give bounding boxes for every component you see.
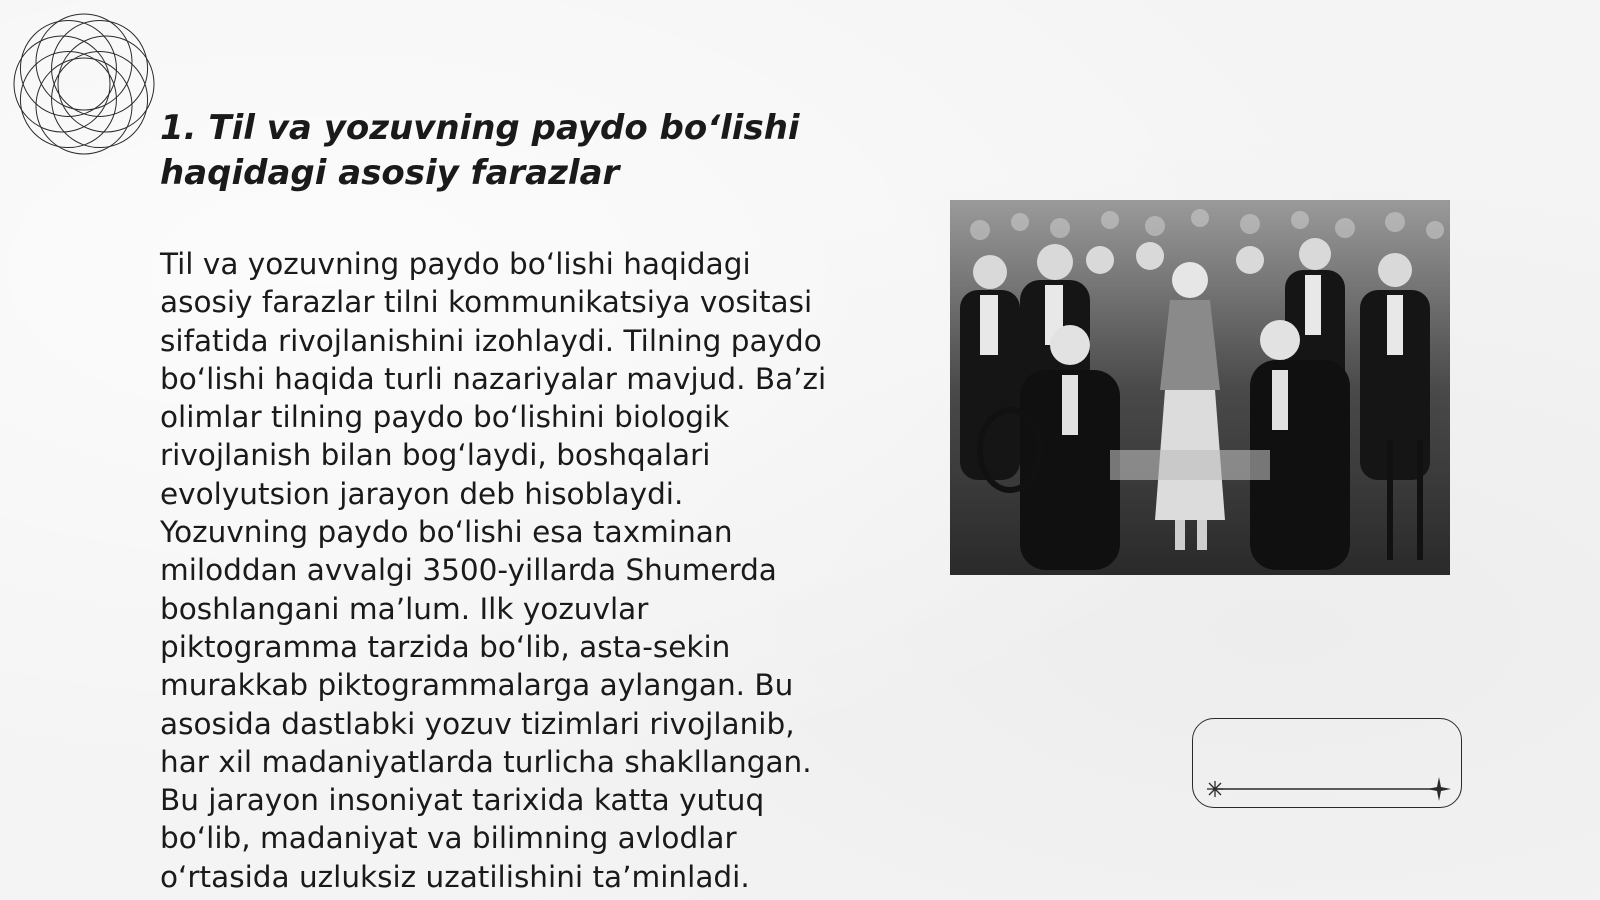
slide-title: 1. Til va yozuvning paydo bo‘lishi haqidagi asosiy farazlar	[160, 108, 800, 193]
ornament-ring	[52, 52, 148, 148]
ornament-ring	[20, 52, 116, 148]
deco-line	[1193, 719, 1463, 809]
ornament-ring	[36, 58, 132, 154]
sparkle-icon	[1427, 777, 1451, 801]
rounded-box-line-icon	[1192, 718, 1462, 808]
ornament-ring	[52, 20, 148, 116]
ornament-ring	[14, 36, 110, 132]
ornament-ring	[36, 14, 132, 110]
spirograph-circle-icon	[10, 10, 158, 158]
slide-body-text: Til va yozuvning paydo bo‘lishi haqidagi asosiy farazlar tilni kommunikatsiya vositasi sifatida rivojlanishini izohlaydi. Tilning paydo bo‘lishi haqida turli nazariyalar mavjud. Ba’zi olimlar tilning paydo bo‘lishini biologik rivojlanish bilan bog‘laydi, boshqalari evolyutsion jarayon deb hisoblaydi. Yozuvning paydo bo‘lishi esa taxminan miloddan avvalgi 3500-yillarda Shumerda boshlangani ma’lum. Ilk yozuvlar piktogramma tarzida bo‘lib, asta-sekin murakkab piktogrammalarga aylangan. Bu asosida dastlabki yozuv tizimlari rivojlanib, har xil madaniyatlarda turlicha shakllangan. Bu jarayon insoniyat tarixida katta yutuq bo‘lib, madaniyat va bilimning avlodlar o‘rtasida uzluksiz uzatilishini ta’minladi.	[160, 247, 827, 894]
starburst-icon	[1207, 781, 1223, 797]
party-photo	[950, 200, 1450, 575]
ornament-ring	[58, 36, 154, 132]
ornament-ring	[20, 20, 116, 116]
black-and-white-party-photo	[950, 200, 1450, 575]
